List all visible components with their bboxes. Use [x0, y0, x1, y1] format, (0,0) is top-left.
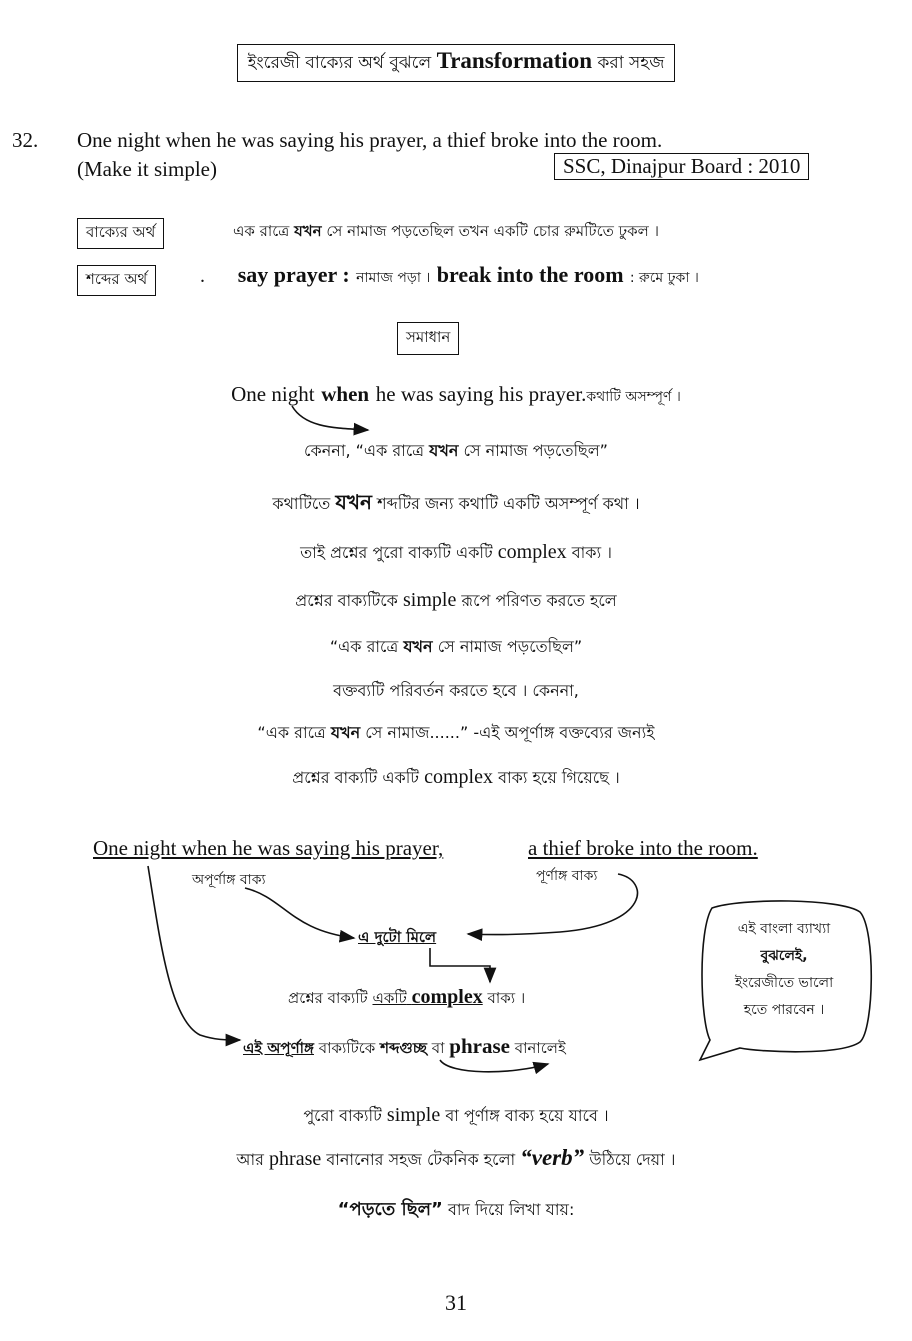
closing-2e: উঠিয়ে দেয়া ।	[589, 1150, 676, 1169]
meaning-post: সে নামাজ পড়তেছিল তখন একটি চোর রুমটিতে ঢুকল ।	[326, 222, 659, 240]
clause-2-text: a thief broke into the room.	[528, 836, 758, 860]
exp-2b: যখন	[429, 441, 459, 460]
closing-line-2	[0, 1145, 912, 1174]
exp-9a: প্রশ্নের বাক্যটি একটি	[292, 768, 419, 787]
words-term-2: break into the room	[436, 262, 624, 287]
exp-3a: কথাটিতে	[272, 494, 331, 513]
phrase-a: এই অপূর্ণাঙ্গ	[243, 1039, 314, 1057]
closing-1c: বা পূর্ণাঙ্গ বাক্য হয়ে যাবে ।	[445, 1106, 609, 1125]
words-meaning-1: নামাজ পড়া ।	[356, 270, 431, 286]
question-number: 32.	[12, 128, 39, 152]
result-c: complex	[411, 986, 483, 1008]
bubble-line-4: হতে পারবেন ।	[743, 1002, 825, 1018]
exp-3b: যখন	[335, 490, 372, 514]
header-suffix: করা সহজ	[597, 53, 665, 73]
explanation-line-4	[0, 540, 912, 567]
exp-3c: শব্দটির জন্য কথাটি একটি অসম্পূর্ণ কথা ।	[377, 494, 640, 513]
words-bullet: .	[200, 265, 205, 287]
explanation-line-3	[0, 488, 912, 521]
meaning-label: বাক্যের অর্থ	[77, 218, 164, 249]
phrase-d: বা	[431, 1039, 445, 1057]
explanation-line-6	[0, 634, 912, 661]
incomplete-to-join-arrow	[245, 888, 354, 938]
result-d: বাক্য ।	[487, 989, 526, 1007]
explanation-line-7: বক্তব্যটি পরিবর্তন করতে হবে । কেননা,	[333, 681, 579, 700]
when-arrow	[292, 406, 368, 430]
label-complete: পূর্ণাঙ্গ বাক্য	[536, 868, 598, 884]
explanation-line-5	[0, 588, 912, 615]
label-incomplete: অপূর্ণাঙ্গ বাক্য	[192, 872, 266, 888]
join-to-result-arrow	[430, 948, 490, 982]
header-prefix: ইংরেজী বাক্যের অর্থ বুঝলে	[247, 53, 432, 73]
page-number: 31	[445, 1290, 467, 1315]
exp-5b: simple	[402, 589, 457, 611]
result-b: একটি	[372, 989, 407, 1007]
exp-1d: কথাটি অসম্পূর্ণ ।	[586, 389, 681, 405]
closing-line-1	[0, 1103, 912, 1130]
page-header	[0, 44, 912, 82]
exp-4b: complex	[497, 541, 567, 563]
result-a: প্রশ্নের বাক্যটি	[288, 989, 368, 1007]
meaning-pre: এক রাত্রে	[233, 222, 290, 240]
meaning-bold: যখন	[294, 222, 322, 240]
clause-1-text: One night when he was saying his prayer,	[93, 836, 444, 860]
closing-2b: phrase	[269, 1148, 322, 1170]
exp-4a: তাই প্রশ্নের পুরো বাক্যটি একটি	[300, 543, 493, 562]
closing-3a: “পড়তে ছিল”	[337, 1199, 443, 1220]
diagram-clause-1	[93, 836, 443, 861]
exp-5c: রূপে পরিণত করতে হলে	[461, 591, 617, 610]
closing-line-3	[0, 1195, 912, 1226]
bubble-line-1: এই বাংলা ব্যাখ্যা	[737, 921, 831, 937]
closing-2a: আর	[236, 1150, 264, 1169]
exp-5a: প্রশ্নের বাক্যটিকে	[295, 591, 398, 610]
exp-8c: সে নামাজ......” -এই অপূর্ণাঙ্গ বক্তব্যের জন্যই	[365, 723, 655, 742]
diagram-clause-2	[528, 836, 758, 861]
closing-3b: বাদ দিয়ে লিখা যায়:	[447, 1200, 575, 1219]
exp-1b: when	[321, 382, 370, 406]
result-line	[288, 986, 525, 1012]
closing-1b: simple	[386, 1104, 441, 1126]
exp-6c: সে নামাজ পড়তেছিল”	[437, 637, 583, 656]
exp-2c: সে নামাজ পড়তেছিল”	[463, 441, 608, 460]
exp-6b: যখন	[403, 637, 433, 656]
exp-8a: “এক রাত্রে	[257, 723, 326, 742]
question-instruction: (Make it simple)	[77, 157, 217, 181]
closing-1a: পুরো বাক্যটি	[303, 1106, 382, 1125]
closing-2c: বানানোর সহজ টেকনিক হলো	[326, 1150, 516, 1169]
explanation-line-1	[0, 382, 912, 409]
question-text: One night when he was saying his prayer, a thief broke into the room.	[77, 128, 663, 152]
exp-8b: যখন	[330, 723, 361, 742]
words-text	[200, 262, 699, 290]
bubble-line-3: ইংরেজীতে ভালো	[734, 975, 834, 991]
bubble-line-2: বুঝলেই,	[760, 948, 808, 964]
clause-to-phrase-arrow	[148, 866, 240, 1040]
speech-bubble	[704, 916, 864, 1024]
exp-4c: বাক্য ।	[571, 543, 612, 562]
phrase-e: phrase	[449, 1034, 510, 1058]
exp-6a: “এক রাত্রে	[329, 637, 399, 656]
question-source: SSC, Dinajpur Board : 2010	[554, 153, 809, 180]
exp-1c: he was saying his prayer.	[375, 382, 587, 406]
exp-1a: One night	[231, 382, 315, 406]
closing-2d: “verb”	[520, 1145, 585, 1170]
exp-9c: বাক্য হয়ে গিয়েছে ।	[498, 768, 620, 787]
phrase-f: বানালেই	[514, 1039, 566, 1057]
exp-2a: কেননা, “এক রাত্রে	[304, 441, 425, 460]
phrase-c: শব্দগুচ্ছ	[380, 1039, 427, 1057]
words-meaning-2: : রুমে ঢুকা ।	[629, 270, 699, 286]
explanation-line-2	[0, 438, 912, 465]
solution-label: সমাধান	[397, 322, 459, 355]
header-bold: Transformation	[436, 48, 593, 73]
explanation-line-9	[0, 765, 912, 792]
phrase-b: বাক্যটিকে	[318, 1039, 376, 1057]
exp-9b: complex	[424, 766, 493, 788]
words-term-1: say prayer :	[237, 262, 350, 287]
words-label: শব্দের অর্থ	[77, 265, 156, 296]
join-label	[358, 926, 436, 951]
join-text: এ দুটো মিলে	[358, 928, 437, 946]
meaning-text	[233, 220, 659, 245]
explanation-line-8	[0, 720, 912, 747]
phrase-line	[243, 1034, 566, 1062]
